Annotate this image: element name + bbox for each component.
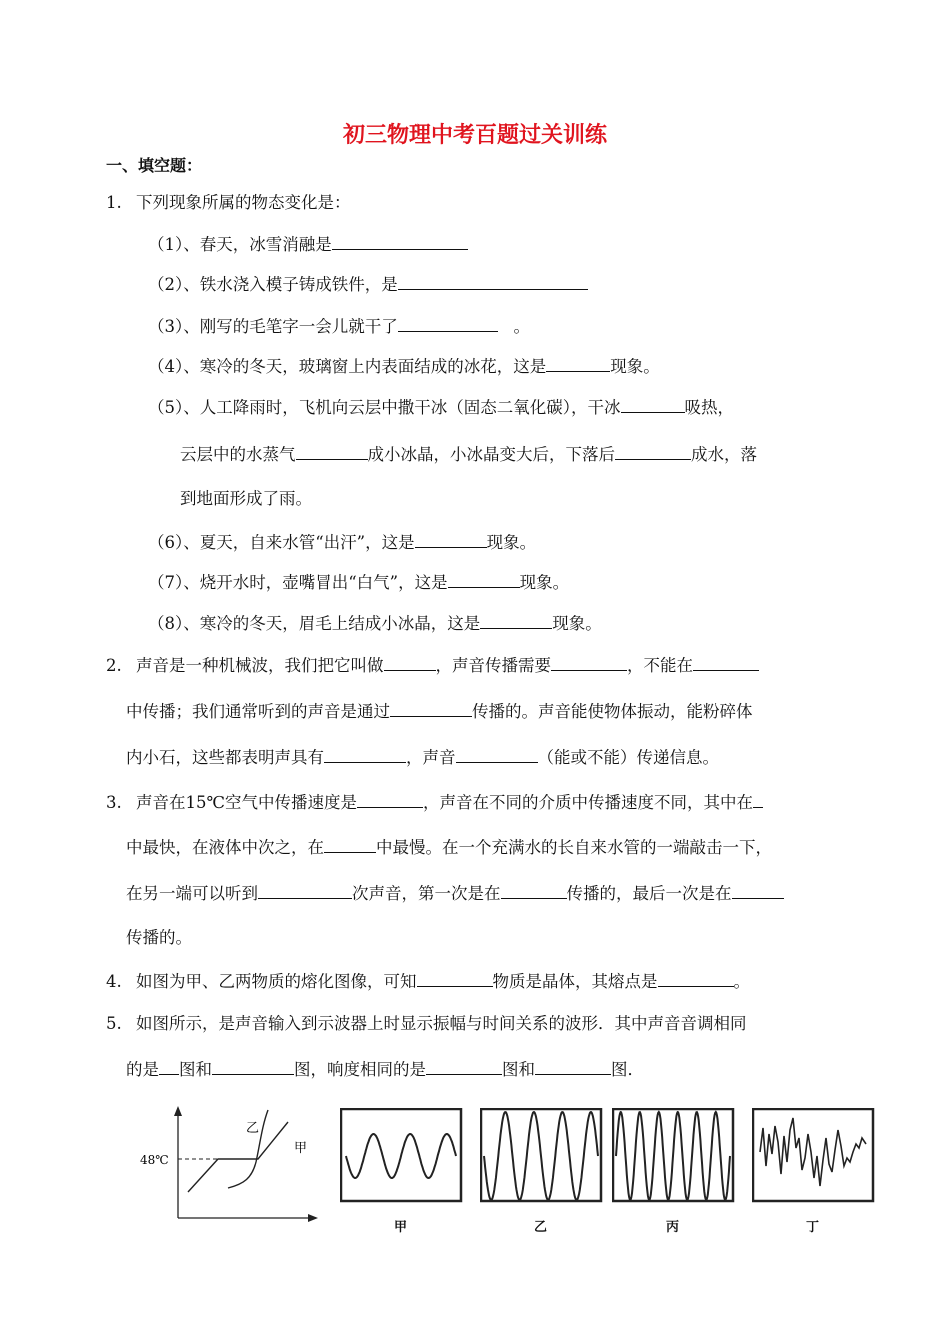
question-1-item-3: （3）、刚写的毛笔字一会儿就干了 。 <box>148 317 530 336</box>
question-1-item-1: （1）、春天，冰雪消融是 <box>148 234 468 255</box>
answer-blank[interactable] <box>753 792 763 808</box>
answer-blank[interactable] <box>615 444 691 460</box>
section-heading: 一、填空题： <box>106 156 203 175</box>
page-title: 初三物理中考百题过关训练 <box>342 123 607 148</box>
question-1-item-6: （6）、夏天，自来水管“出汗”，这是 现象。 <box>148 533 537 552</box>
answer-blank[interactable] <box>324 747 406 763</box>
question-2-line-1: 2. 声音是一种机械波，我们把它叫做 ，声音传播需要 ，不能在 <box>106 655 759 676</box>
answer-blank[interactable] <box>546 356 610 372</box>
answer-blank[interactable] <box>456 747 538 763</box>
waveform-yi <box>480 1108 606 1208</box>
answer-blank[interactable] <box>501 883 567 899</box>
curve-jia-label: 甲 <box>294 1141 308 1156</box>
waveform-bing <box>612 1108 738 1208</box>
question-1-stem: 1. 下列现象所属的物态变化是： <box>106 193 351 212</box>
answer-blank[interactable] <box>332 234 468 250</box>
waveform-jia <box>340 1108 466 1208</box>
answer-blank[interactable] <box>390 701 472 717</box>
answer-blank[interactable] <box>384 655 436 671</box>
answer-blank[interactable] <box>426 1059 502 1075</box>
question-2-line-3: 内小石，这些都表明声具有 ，声音 （能或不能）传递信息。 <box>126 748 719 767</box>
answer-blank[interactable] <box>212 1059 294 1075</box>
answer-blank[interactable] <box>159 1059 179 1075</box>
curve-yi-label: 乙 <box>246 1121 260 1136</box>
waveform-yi-label: 乙 <box>534 1220 548 1235</box>
melting-graph <box>136 1100 326 1230</box>
question-2-line-2: 中传播；我们通常听到的声音是通过 传播的。声音能使物体振动，能粉碎体 <box>126 702 753 721</box>
question-5-line-2: 的是 图和 图，响度相同的是 图和 图． <box>126 1060 644 1079</box>
temp-label: 48℃ <box>140 1153 169 1167</box>
answer-blank[interactable] <box>732 883 784 899</box>
answer-blank[interactable] <box>535 1059 611 1075</box>
waveform-bing-label: 丙 <box>666 1220 680 1235</box>
answer-blank[interactable] <box>398 316 498 332</box>
question-1-item-4: （4）、寒冷的冬天，玻璃窗上内表面结成的冰花，这是 现象。 <box>148 357 660 376</box>
question-1-item-5-line-3: 到地面形成了雨。 <box>180 489 312 508</box>
question-4: 4. 如图为甲、乙两物质的熔化图像，可知 物质是晶体，其熔点是 。 <box>106 972 750 991</box>
question-1-item-2: （2）、铁水浇入模子铸成铁件，是 <box>148 274 588 295</box>
answer-blank[interactable] <box>324 837 376 853</box>
answer-blank[interactable] <box>693 655 759 671</box>
answer-blank[interactable] <box>258 883 352 899</box>
answer-blank[interactable] <box>357 792 423 808</box>
waveform-ding <box>752 1108 878 1208</box>
answer-blank[interactable] <box>398 274 588 290</box>
curve-jia <box>188 1122 288 1192</box>
question-1-item-7: （7）、烧开水时，壶嘴冒出“白气”，这是 现象。 <box>148 573 570 592</box>
answer-blank[interactable] <box>551 655 627 671</box>
question-3-line-2: 中最快，在液体中次之，在 中最慢。在一个充满水的长自来水管的一端敲击一下， <box>126 838 772 857</box>
answer-blank[interactable] <box>621 397 685 413</box>
answer-blank[interactable] <box>658 971 734 987</box>
question-3-line-1: 3. 声音在15℃空气中传播速度是 ，声音在不同的介质中传播速度不同，其中在 <box>106 792 763 813</box>
question-1-item-5: （5）、人工降雨时，飞机向云层中撒干冰（固态二氧化碳），干冰 吸热， <box>148 398 734 417</box>
answer-blank[interactable] <box>417 971 493 987</box>
answer-blank[interactable] <box>448 572 520 588</box>
question-1-item-8: （8）、寒冷的冬天，眉毛上结成小冰晶，这是 现象。 <box>148 614 602 633</box>
answer-blank[interactable] <box>480 613 552 629</box>
answer-blank[interactable] <box>415 532 487 548</box>
answer-blank[interactable] <box>296 444 368 460</box>
question-1-item-5-line-2: 云层中的水蒸气 成小冰晶，小冰晶变大后，下落后 成水，落 <box>180 445 757 464</box>
question-3-line-4: 传播的。 <box>126 928 192 947</box>
question-5-line-1: 5. 如图所示，是声音输入到示波器上时显示振幅与时间关系的波形．其中声音音调相同 <box>106 1014 747 1033</box>
question-3-line-3: 在另一端可以听到 次声音，第一次是在 传播的，最后一次是在 <box>126 883 784 904</box>
waveform-jia-label: 甲 <box>394 1220 408 1235</box>
waveform-ding-label: 丁 <box>806 1220 820 1235</box>
